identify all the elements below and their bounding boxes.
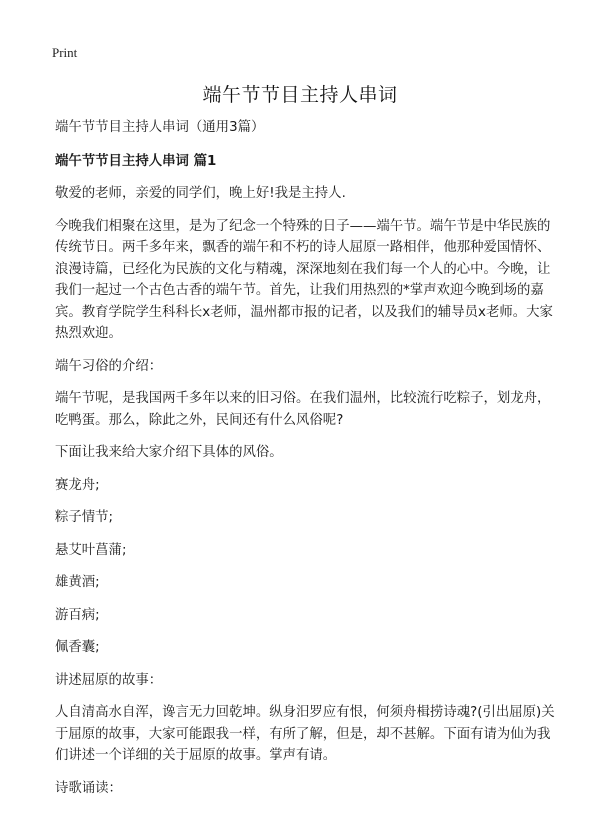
custom-item: 悬艾叶菖蒲; <box>55 542 127 558</box>
custom-item: 游百病; <box>55 607 100 623</box>
paragraph-customs-heading: 端午习俗的介绍： <box>55 358 163 374</box>
paragraph-quyuan-heading: 讲述屈原的故事： <box>55 672 163 688</box>
custom-item: 佩香囊; <box>55 640 100 655</box>
paragraph-quyuan-story: 人自清高水自浑，谗言无力回乾坤。纵身汨罗应有恨，何须舟楫捞诗魂?(引出屈原)关于屈原的故事，大家可能跟我一样，有所了解，但是，却不甚解。下面有请为仙为我们讲述一个详细的关于屈原的故事。掌声有请。 <box>55 705 555 763</box>
custom-item: 赛龙舟; <box>55 477 100 493</box>
paragraph-intro: 今晚我们相聚在这里，是为了纪念一个特殊的日子——端午节。端午节是中华民族的传统节日。两千多年来，飘香的端午和不朽的诗人屈原一路相伴，他那种爱国情怀、浪漫诗篇，已经化为民族的文化与精魂，深深地刻在我们每一个人的心中。今晚，让我们一起过一个古色古香的端午节。首先，让我们用热烈的*掌声欢迎今晚到场的嘉宾。教育学院学生科科长x老师，温州都市报的记者，以及我们的辅导员x老师。大家热烈欢迎。 <box>55 218 553 341</box>
custom-item: 粽子情节; <box>55 510 114 525</box>
paragraph-greeting: 敬爱的老师，亲爱的同学们，晚上好!我是主持人. <box>55 186 346 201</box>
page-title: 端午节节目主持人串词 <box>202 84 398 106</box>
document-body <box>55 117 555 810</box>
section-heading: 端午节节目主持人串词 篇1 <box>55 153 217 169</box>
print-label: Print <box>52 45 78 60</box>
custom-item: 雄黄酒; <box>55 575 100 590</box>
paragraph-customs-intro: 端午节呢，是我国两千多年以来的旧习俗。在我们温州，比较流行吃粽子，划龙舟，吃鸭蛋。那么，除此之外，民间还有什么风俗呢? <box>55 391 551 428</box>
paragraph-customs-lead: 下面让我来给大家介绍下具体的风俗。 <box>55 445 283 460</box>
document-subtitle: 端午节节目主持人串词（通用3篇） <box>55 120 265 135</box>
paragraph-poetry-heading: 诗歌诵读： <box>55 780 122 796</box>
